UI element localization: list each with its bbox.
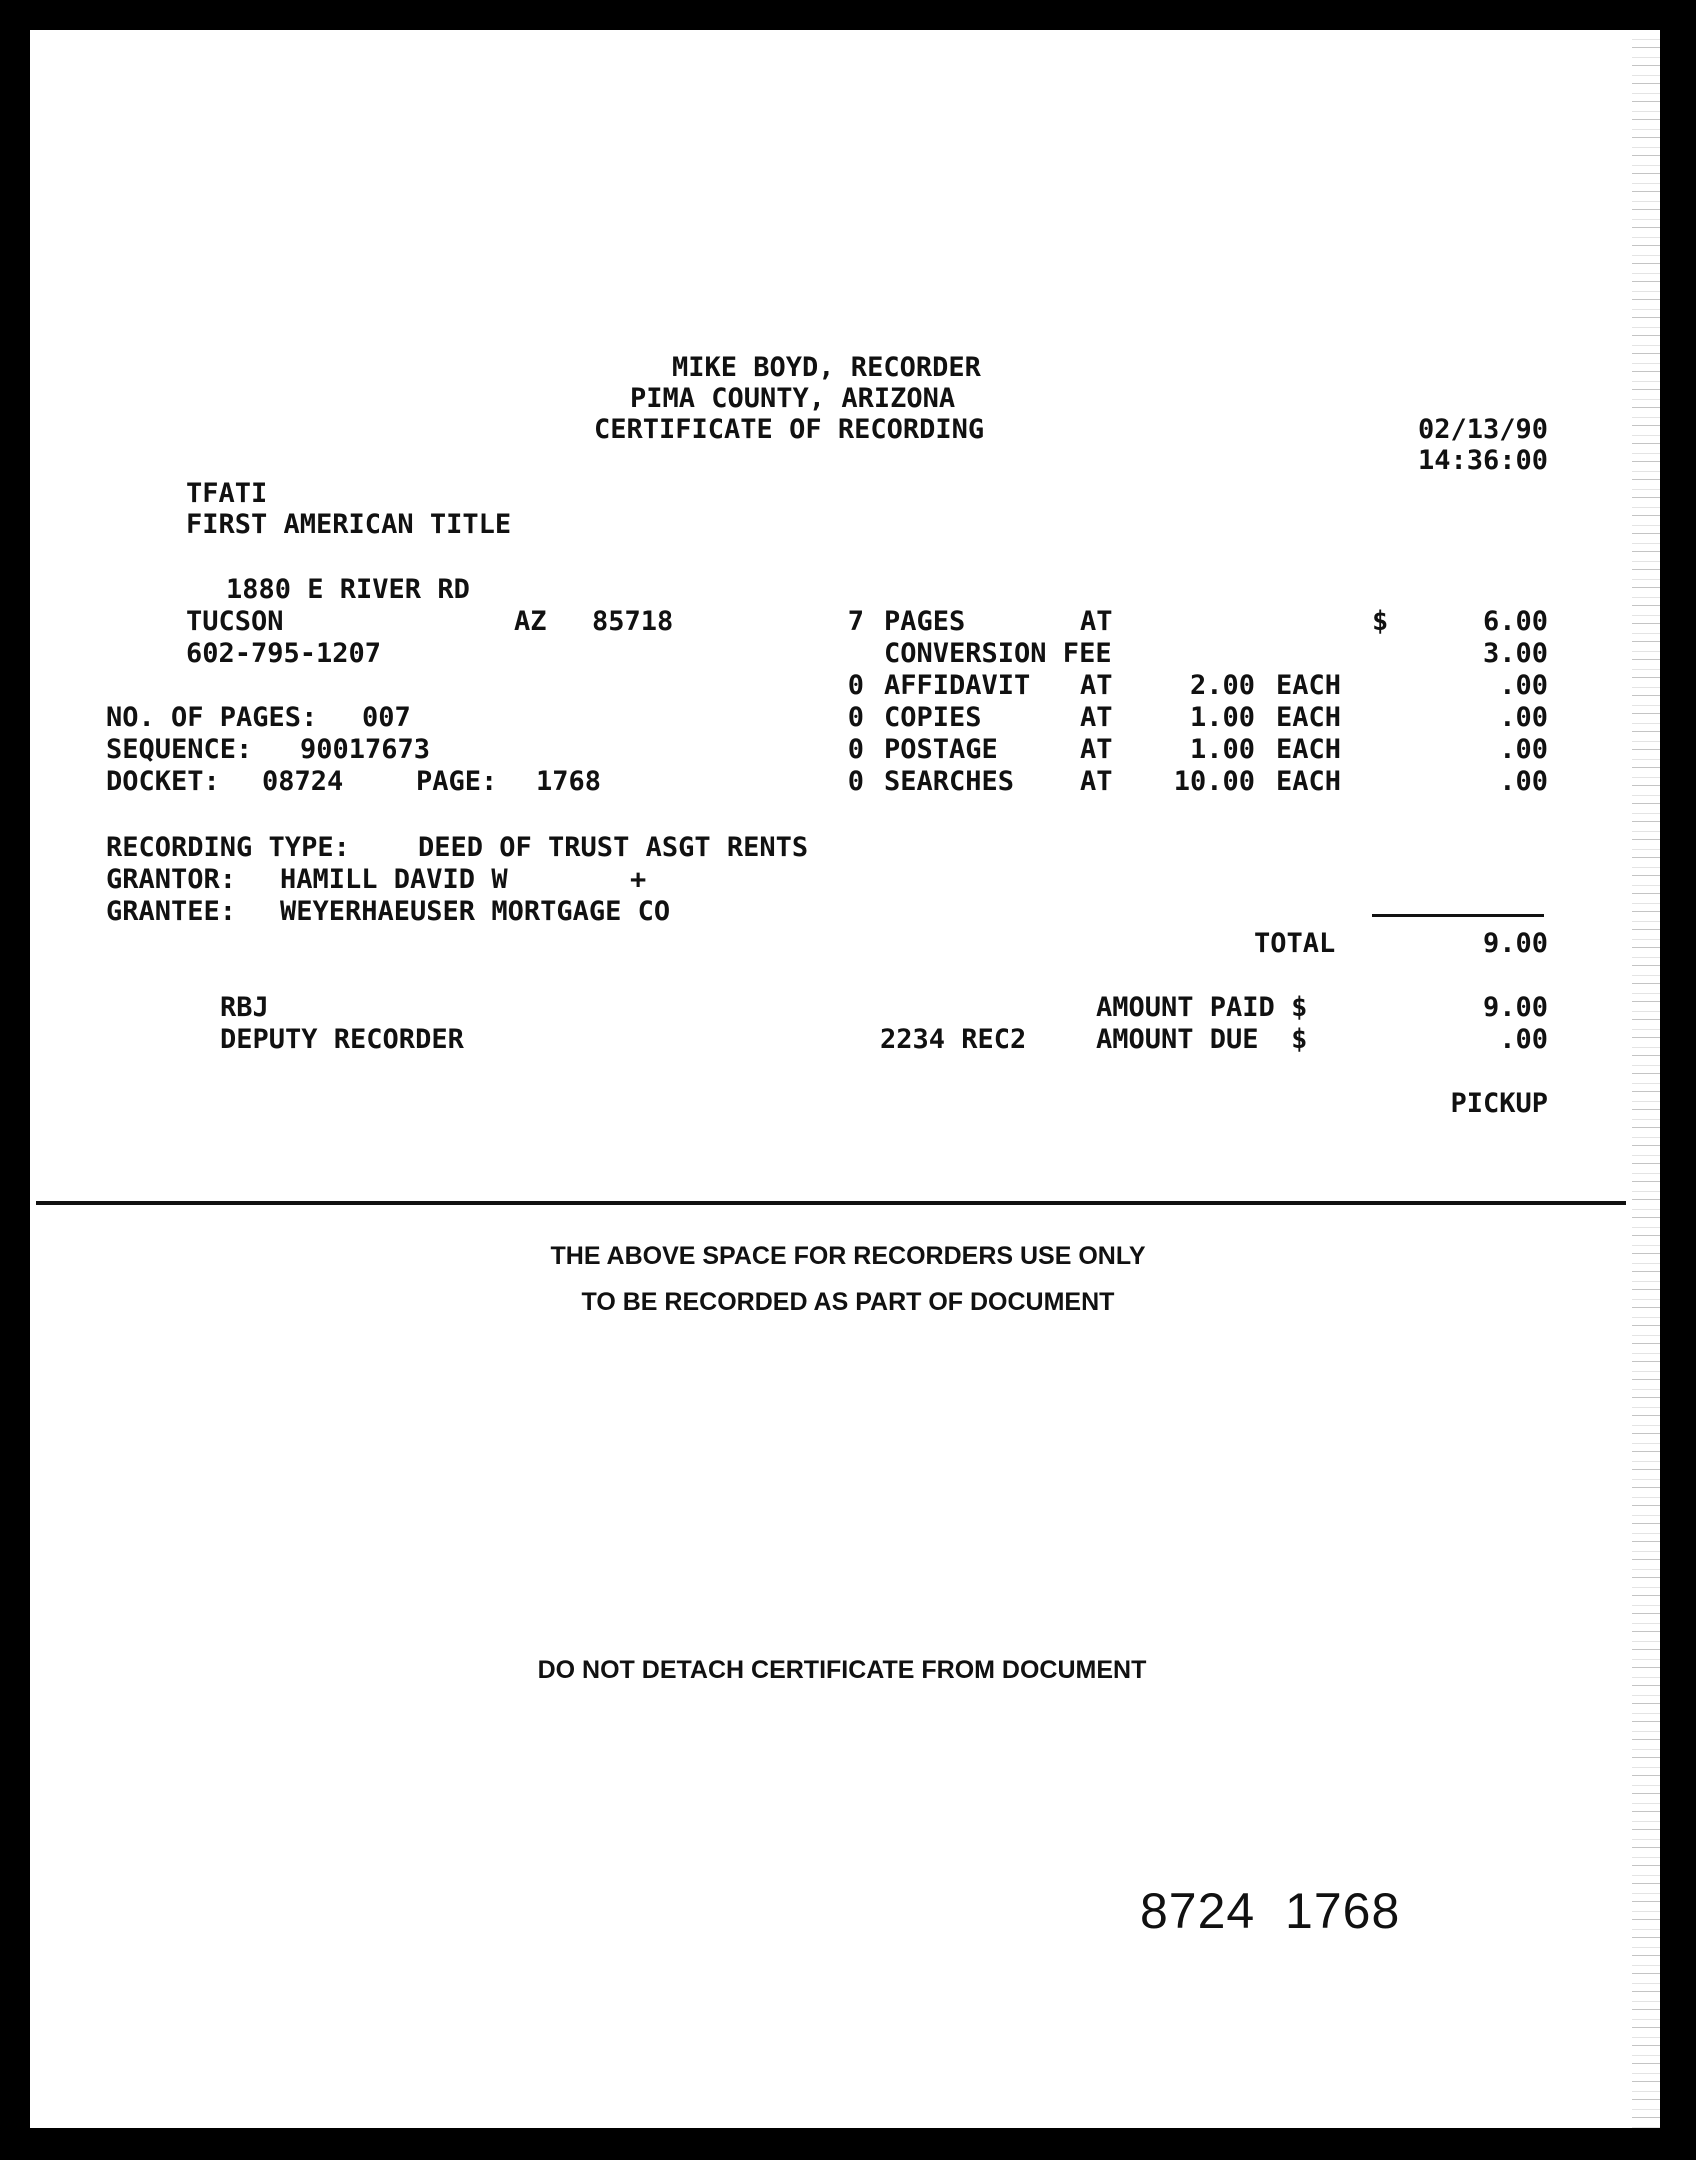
- fee-qty: 0: [847, 670, 864, 701]
- amount-paid-value: 9.00: [1482, 992, 1548, 1023]
- fee-at: AT: [1080, 734, 1113, 765]
- recording-type-label: RECORDING TYPE:: [106, 832, 350, 863]
- sequence-label: SEQUENCE:: [106, 734, 253, 765]
- fee-amount: 6.00: [1482, 606, 1548, 637]
- amount-due-label: AMOUNT DUE $: [1096, 1024, 1308, 1055]
- fee-amount: .00: [1499, 766, 1548, 797]
- amount-due-value: .00: [1499, 1024, 1548, 1055]
- fee-rate: 1.00: [1189, 734, 1255, 765]
- docket-label: DOCKET:: [106, 766, 220, 797]
- amount-paid-label: AMOUNT PAID $: [1096, 992, 1308, 1023]
- addressee-street: 1880 E RIVER RD: [226, 574, 470, 605]
- fee-item: POSTAGE: [884, 734, 998, 765]
- fee-at: AT: [1080, 670, 1113, 701]
- fee-qty: 0: [847, 766, 864, 797]
- fee-item: CONVERSION FEE: [884, 638, 1112, 669]
- record-time: 14:36:00: [1417, 445, 1548, 476]
- fee-qty: 7: [847, 606, 864, 637]
- addressee-company: FIRST AMERICAN TITLE: [186, 509, 512, 540]
- fee-at: AT: [1080, 766, 1113, 797]
- stamp-page: 1768: [1285, 1883, 1401, 1939]
- fee-rate: 1.00: [1189, 702, 1255, 733]
- recording-type-value: DEED OF TRUST ASGT RENTS: [418, 832, 809, 863]
- addressee-zip: 85718: [592, 606, 674, 637]
- deputy-title: DEPUTY RECORDER: [220, 1024, 464, 1055]
- county-name: PIMA COUNTY, ARIZONA: [630, 383, 956, 414]
- recorder-space-divider: [36, 1201, 1626, 1205]
- pages-value: 007: [362, 702, 411, 733]
- total-value: 9.00: [1482, 928, 1548, 959]
- fee-qty: 0: [847, 734, 864, 765]
- fee-item: SEARCHES: [884, 766, 1015, 797]
- addressee-phone: 602-795-1207: [186, 638, 382, 669]
- fee-amount: .00: [1499, 734, 1548, 765]
- fee-each: EACH: [1276, 766, 1342, 797]
- fee-item: COPIES: [884, 702, 982, 733]
- page-label: PAGE:: [416, 766, 498, 797]
- docket-page-stamp: [1140, 1882, 1400, 1940]
- grantor-mark: +: [630, 864, 647, 895]
- fee-each: EACH: [1276, 734, 1342, 765]
- recorder-name: MIKE BOYD, RECORDER: [672, 352, 981, 383]
- fee-amount: .00: [1499, 702, 1548, 733]
- fee-currency: $: [1372, 606, 1389, 637]
- deputy-initials: RBJ: [220, 992, 269, 1023]
- certificate-page: [30, 30, 1660, 2128]
- notice-part-of-document: TO BE RECORDED AS PART OF DOCUMENT: [581, 1288, 1115, 1316]
- certificate-title: CERTIFICATE OF RECORDING: [594, 414, 985, 445]
- pickup-label: PICKUP: [1450, 1088, 1548, 1119]
- sequence-value: 90017673: [300, 734, 431, 765]
- scan-edge-noise: [1632, 30, 1660, 2128]
- grantor-label: GRANTOR:: [106, 864, 237, 895]
- addressee-city: TUCSON: [186, 606, 284, 637]
- grantor-value: HAMILL DAVID W: [280, 864, 508, 895]
- grantee-label: GRANTEE:: [106, 896, 237, 927]
- register-id: 2234 REC2: [880, 1024, 1027, 1055]
- total-rule: [1372, 914, 1544, 917]
- pages-label: NO. OF PAGES:: [106, 702, 318, 733]
- fee-item: AFFIDAVIT: [884, 670, 1031, 701]
- total-label: TOTAL: [1254, 928, 1336, 959]
- fee-rate: 10.00: [1173, 766, 1255, 797]
- addressee-state: AZ: [514, 606, 547, 637]
- record-date: 02/13/90: [1417, 414, 1548, 445]
- fee-qty: 0: [847, 702, 864, 733]
- fee-at: AT: [1080, 702, 1113, 733]
- page-value: 1768: [536, 766, 602, 797]
- fee-each: EACH: [1276, 702, 1342, 733]
- fee-rate: 2.00: [1189, 670, 1255, 701]
- grantee-value: WEYERHAEUSER MORTGAGE CO: [280, 896, 671, 927]
- fee-each: EACH: [1276, 670, 1342, 701]
- notice-recorder-use: THE ABOVE SPACE FOR RECORDERS USE ONLY: [550, 1242, 1146, 1270]
- stamp-docket: 8724: [1140, 1883, 1256, 1939]
- docket-value: 08724: [262, 766, 344, 797]
- addressee-code: TFATI: [186, 478, 268, 509]
- fee-at: AT: [1080, 606, 1113, 637]
- notice-do-not-detach: DO NOT DETACH CERTIFICATE FROM DOCUMENT: [537, 1656, 1147, 1684]
- fee-item: PAGES: [884, 606, 966, 637]
- fee-amount: 3.00: [1482, 638, 1548, 669]
- fee-amount: .00: [1499, 670, 1548, 701]
